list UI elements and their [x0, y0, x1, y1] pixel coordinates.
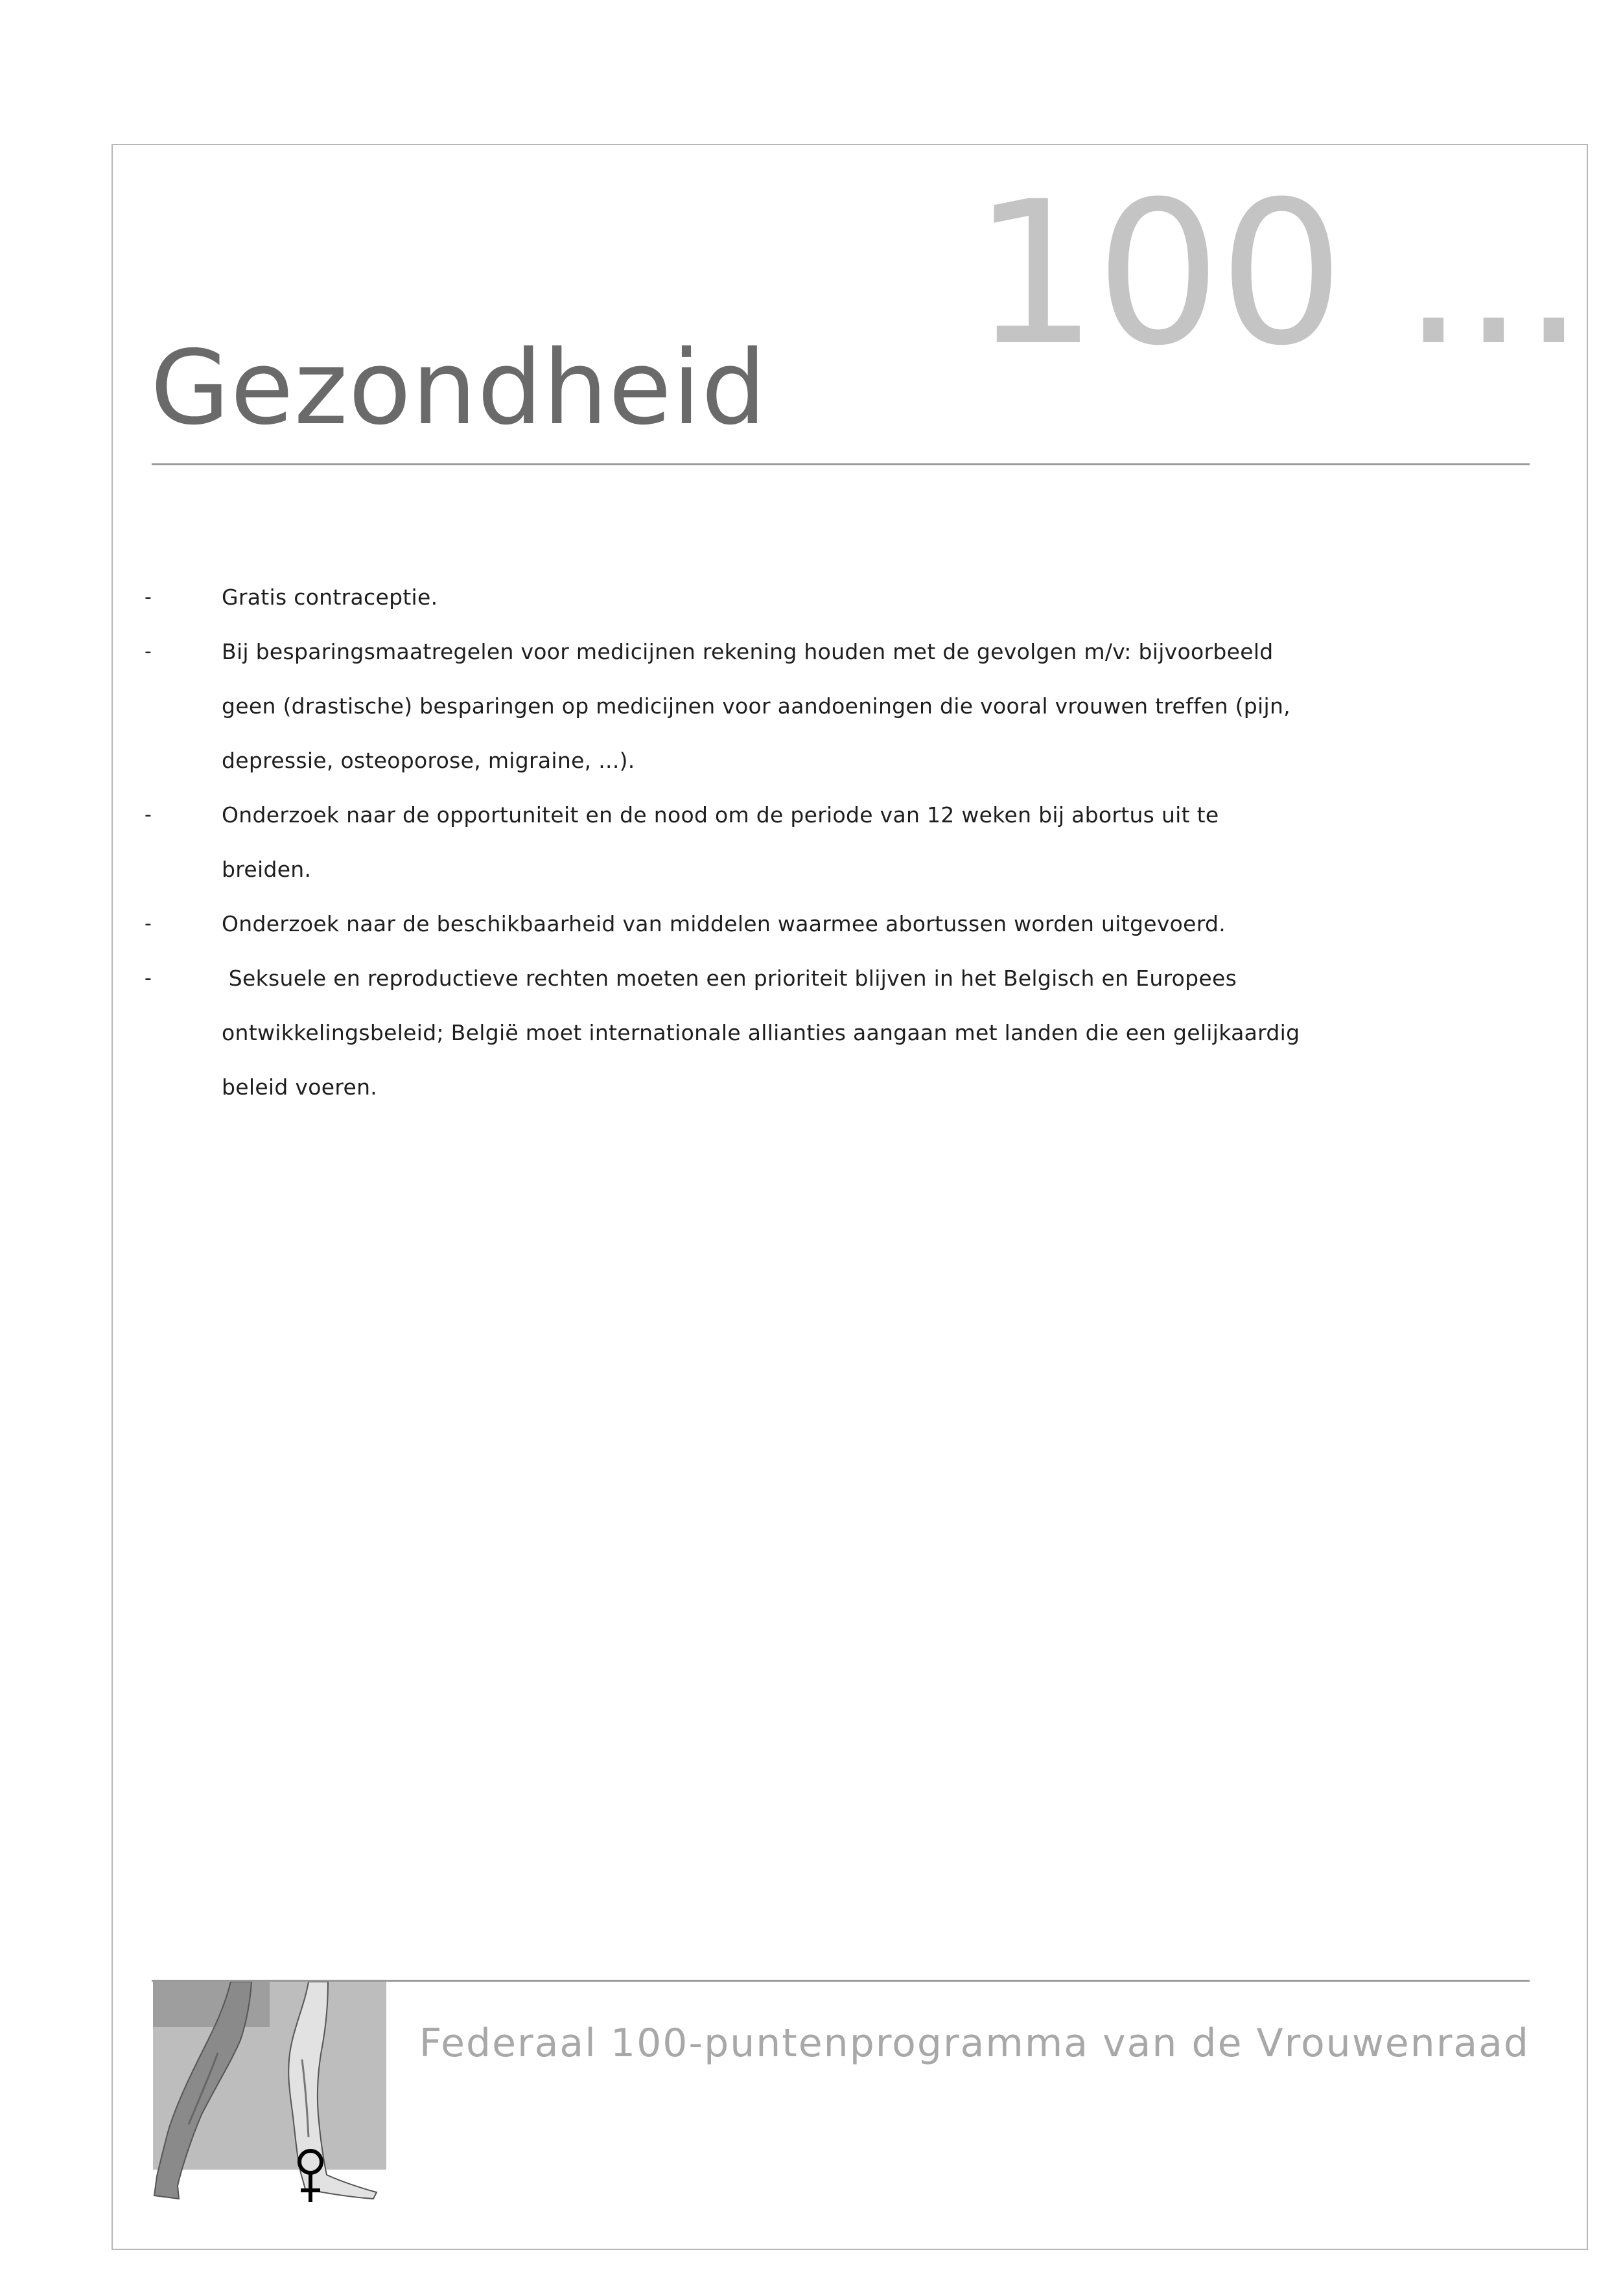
text-line: Onderzoek naar de beschikbaarheid van middelen waarmee abortussen worden uitgevoerd. — [222, 911, 1226, 936]
header-divider — [152, 463, 1530, 465]
list-item — [0, 570, 1623, 625]
text-line: geen (drastische) besparingen op medicijnen voor aandoeningen die vooral vrouwen treffen (pijn, — [222, 693, 1290, 719]
list-item — [0, 951, 1623, 1115]
text-line: ontwikkelingsbeleid; België moet internationale allianties aangaan met landen die een gelijkaardig — [222, 1020, 1300, 1045]
text-line: Gratis contraceptie. — [222, 585, 438, 610]
walking-legs-venus-logo — [153, 1982, 386, 2205]
text-line: Onderzoek naar de opportuniteit en de nood om de periode van 12 weken bij abortus uit te — [222, 802, 1219, 828]
list-item-text — [222, 897, 1324, 951]
text-line: Seksuele en reproductieve rechten moeten een prioriteit blijven in het Belgisch en Europees — [222, 966, 1237, 991]
bullet-dash: - — [145, 912, 152, 935]
footer-program-title: Federaal 100-puntenprogramma van de Vrouwenraad — [419, 2021, 1530, 2066]
list-item — [0, 897, 1623, 951]
text-line: depressie, osteoporose, migraine, ...). — [222, 748, 635, 773]
page-frame — [111, 144, 1588, 2250]
list-item — [0, 625, 1623, 788]
bullet-dash: - — [145, 967, 152, 990]
section-number: 100 ... — [972, 159, 1583, 389]
text-line: beleid voeren. — [222, 1074, 378, 1100]
list-item-text — [222, 951, 1324, 1115]
list-item — [0, 788, 1623, 897]
bullet-dash: - — [145, 586, 152, 609]
text-line: breiden. — [222, 857, 312, 882]
list-item-text — [222, 625, 1324, 788]
text-line: Bij besparingsmaatregelen voor medicijnen rekening houden met de gevolgen m/v: bijvoorbeeld — [222, 639, 1274, 664]
page-title: Gezondheid — [150, 329, 767, 448]
list-item-text — [222, 570, 1324, 625]
list-item-text — [222, 788, 1324, 897]
bullet-dash: - — [145, 640, 152, 663]
bullet-dash: - — [145, 804, 152, 826]
item-list — [0, 570, 1623, 1115]
